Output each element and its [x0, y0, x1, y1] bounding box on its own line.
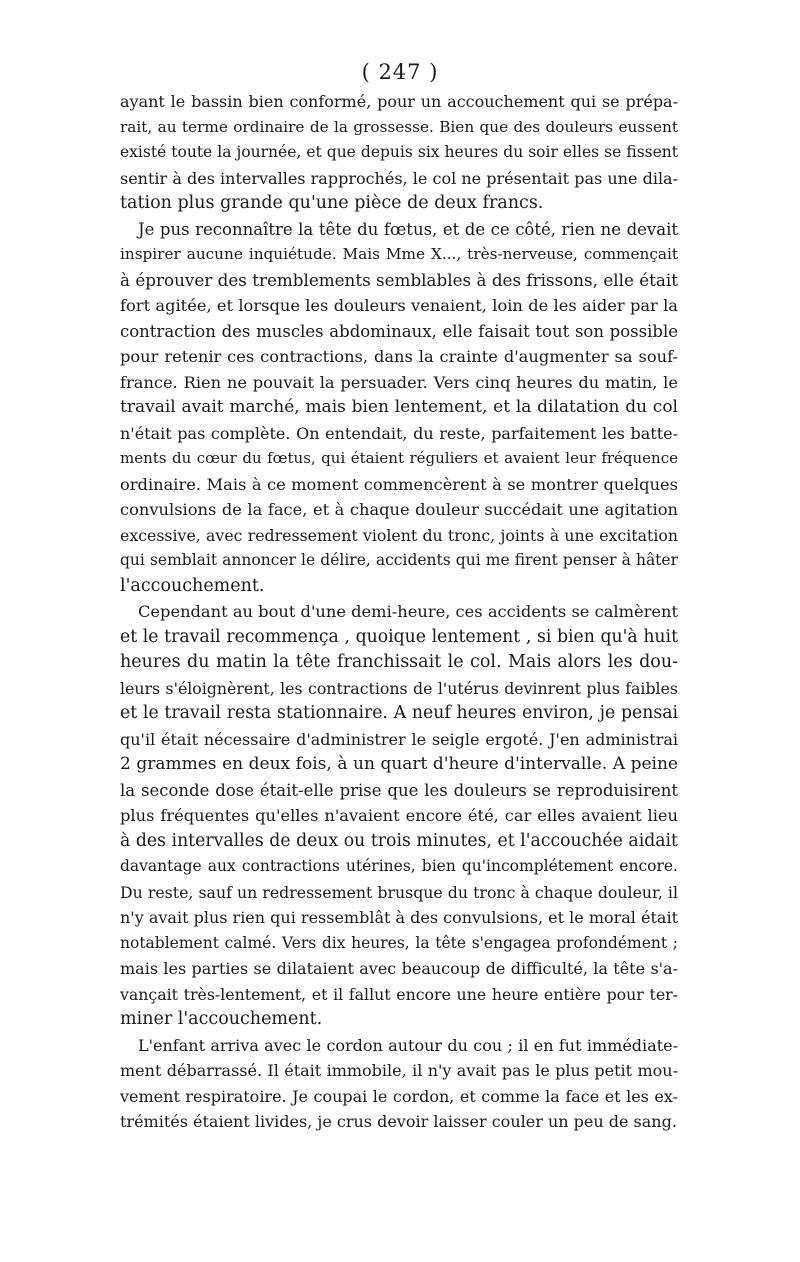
text-line: Cependant au bout d'une demi-heure, ces accidents se calmèrent — [138, 602, 678, 621]
text-line: trémités étaient livides, je crus devoir laisser couler un peu de sang. — [120, 1112, 677, 1131]
text-line: et le travail recommença , quoique lentement , si bien qu'à huit — [120, 626, 678, 647]
text-line: inspirer aucune inquiétude. Mais Mme X..., très-nerveuse, commençait — [120, 245, 678, 263]
text-line: miner l'accouchement. — [120, 1009, 323, 1029]
text-line: n'était pas complète. On entendait, du reste, parfaitement les batte- — [120, 423, 678, 443]
text-line: ayant le bassin bien conformé, pour un accouchement qui se prépa- — [120, 92, 678, 111]
text-line: l'accouchement. — [120, 575, 265, 596]
text-line: excessive, avec redressement violent du tronc, joints à une excitation — [120, 525, 678, 545]
text-line: france. Rien ne pouvait la persuader. Vers cinq heures du matin, le — [120, 372, 678, 392]
text-line: pour retenir ces contractions, dans la crainte d'augmenter sa souf- — [120, 347, 678, 366]
text-line: ordinaire. Mais à ce moment commencèrent à se montrer quelques — [120, 474, 678, 494]
text-line: sentir à des intervalles rapprochés, le col ne présentait pas une dila- — [120, 168, 678, 188]
text-line: à des intervalles de deux ou trois minutes, et l'accouchée aidait — [120, 830, 678, 851]
text-line: la seconde dose était-elle prise que les douleurs se reproduisirent — [120, 780, 678, 800]
text-line: Du reste, sauf un redressement brusque du tronc à chaque douleur, il — [120, 882, 678, 902]
text-line: Je pus reconnaître la tête du fœtus, et de ce côté, rien ne devait — [138, 219, 678, 239]
text-line: ment débarrassé. Il était immobile, il n'y avait pas le plus petit mou- — [120, 1061, 678, 1080]
paragraph — [120, 1033, 678, 1135]
text-line: contraction des muscles abdominaux, elle faisait tout son possible — [120, 321, 678, 341]
body-text — [120, 89, 678, 1135]
text-line: vançait très-lentement, et il fallut encore une heure entière pour ter- — [120, 984, 678, 1004]
text-line: et le travail resta stationnaire. A neuf heures environ, je pensai — [120, 703, 678, 723]
page-number: ( 247 ) — [361, 60, 439, 84]
text-line: n'y avait plus rien qui ressemblât à des convulsions, et le moral était — [120, 908, 678, 927]
text-line: qu'il était nécessaire d'administrer le seigle ergoté. J'en administrai — [120, 729, 678, 749]
text-line: leurs s'éloignèrent, les contractions de l'utérus devinrent plus faibles — [120, 678, 678, 698]
text-line: plus fréquentes qu'elles n'avaient encore été, car elles avaient lieu — [120, 806, 678, 825]
text-line: existé toute la journée, et que depuis six heures du soir elles se fissent — [120, 143, 678, 161]
text-line: fort agitée, et lorsque les douleurs venaient, loin de les aider par la — [120, 296, 678, 315]
text-line: 2 grammes en deux fois, à un quart d'heure d'intervalle. A peine — [120, 754, 678, 774]
paragraph — [120, 217, 678, 600]
text-line: ments du cœur du fœtus, qui étaient réguliers et avaient leur fréquence — [120, 449, 678, 467]
text-line: vement respiratoire. Je coupai le cordon, et comme la face et les ex- — [120, 1086, 678, 1106]
text-line: notablement calmé. Vers dix heures, la tête s'engagea profondément ; — [120, 933, 678, 952]
text-line: heures du matin la tête franchissait le col. Mais alors les dou- — [120, 652, 678, 672]
text-line: qui semblait annoncer le délire, accidents qui me firent penser à hâter — [120, 551, 678, 569]
text-line: rait, au terme ordinaire de la grossesse. Bien que des douleurs eussent — [120, 117, 678, 136]
paragraph — [120, 89, 678, 217]
text-line: tation plus grande qu'une pièce de deux francs. — [120, 193, 544, 213]
text-line: L'enfant arriva avec le cordon autour du cou ; il en fut immédiate- — [138, 1035, 678, 1055]
text-line: à éprouver des tremblements semblables à des frissons, elle était — [120, 269, 678, 290]
text-line: convulsions de la face, et à chaque douleur succédait une agitation — [120, 500, 678, 519]
paragraph — [120, 599, 678, 1033]
text-line: mais les parties se dilataient avec beaucoup de difficulté, la tête s'a- — [120, 959, 678, 978]
text-line: travail avait marché, mais bien lentement, et la dilatation du col — [120, 397, 678, 417]
text-line: davantage aux contractions utérines, bien qu'incomplétement encore. — [120, 857, 678, 875]
